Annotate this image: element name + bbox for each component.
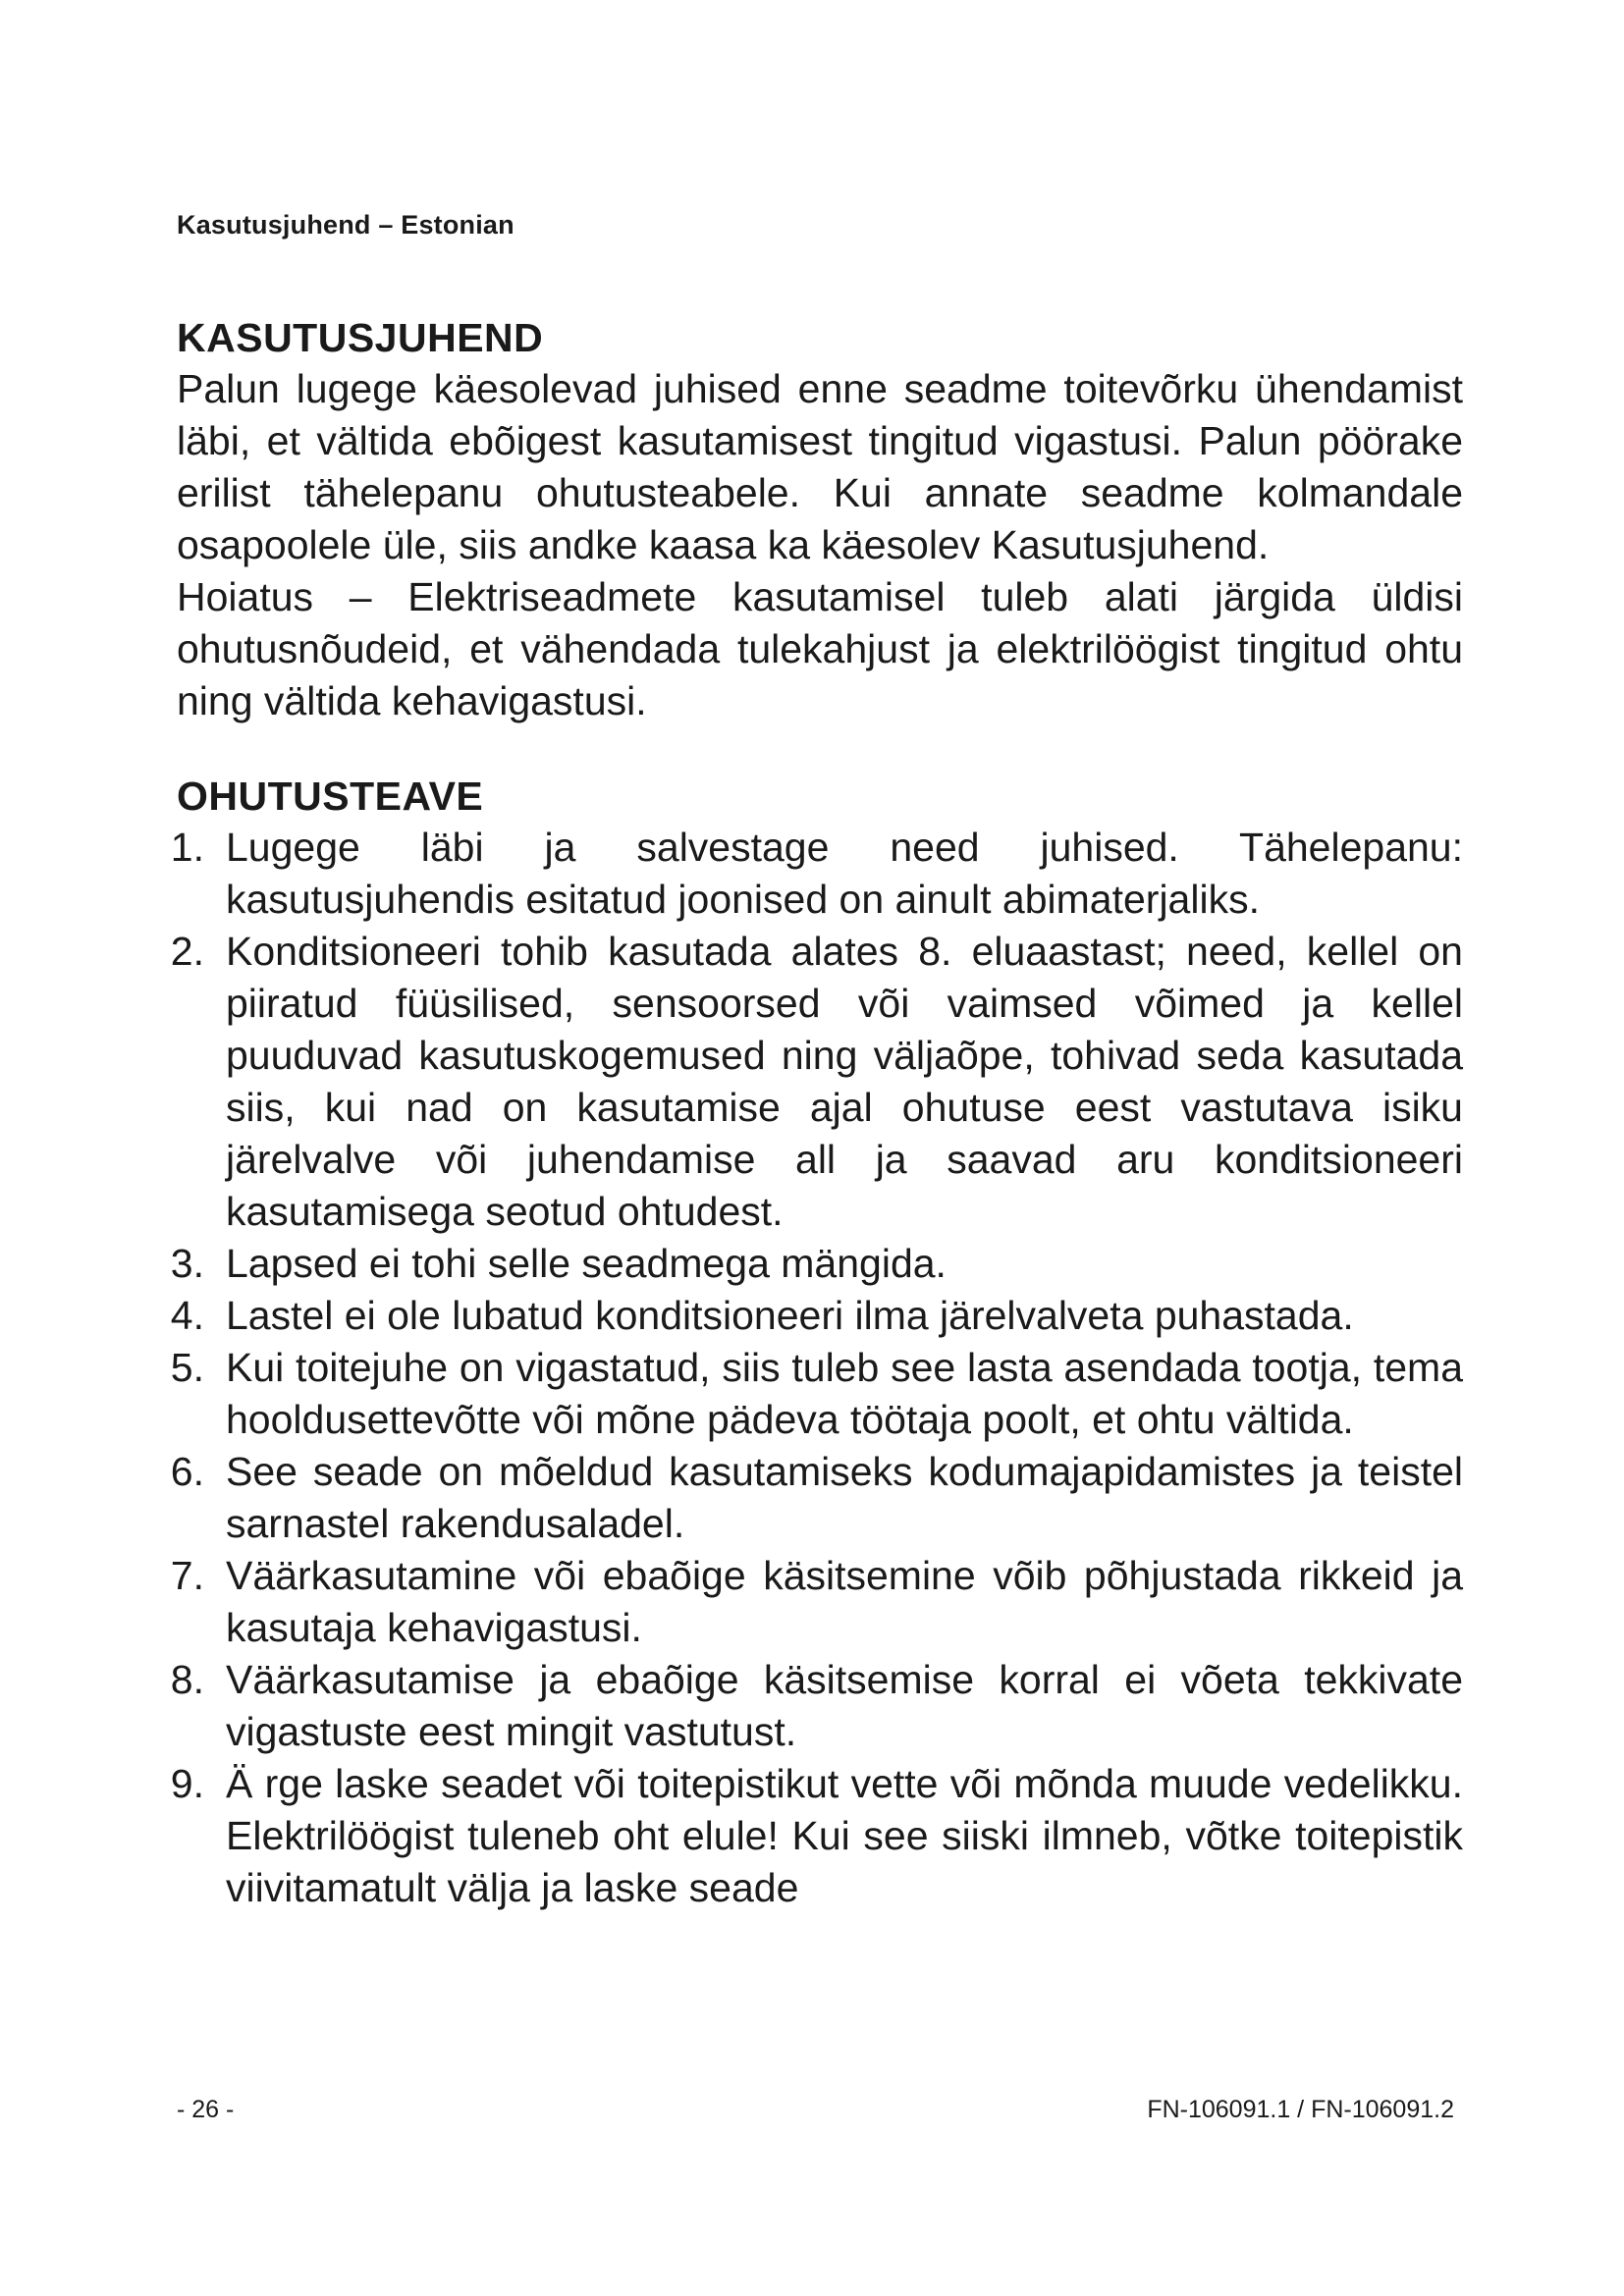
list-item (170, 1342, 1463, 1446)
item-number: 5. (170, 1345, 204, 1390)
item-number: 7. (170, 1553, 204, 1598)
document-body (170, 312, 1463, 1914)
intro-heading: KASUTUSJUHEND (177, 315, 544, 360)
item-text: Väärkasutamine või ebaõige käsitsemine võib põhjustada rikkeid ja kasutaja kehavigastusi. (226, 1553, 1463, 1650)
model-code: FN-106091.1 / FN-106091.2 (1147, 2096, 1454, 2123)
list-item (170, 926, 1463, 1238)
item-text: Lastel ei ole lubatud konditsioneeri ilma järelvalveta puhastada. (226, 1293, 1354, 1338)
item-text: Lapsed ei tohi selle seadmega mängida. (226, 1241, 947, 1286)
page-header-title: Kasutusjuhend – Estonian (177, 210, 514, 240)
item-text: Väärkasutamise ja ebaõige käsitsemise korral ei võeta tekkivate vigastuste eest mingit vastutust. (226, 1657, 1463, 1754)
item-text: See seade on mõeldud kasutamiseks kodumajapidamistes ja teistel sarnastel rakendusaladel. (226, 1449, 1463, 1546)
intro-paragraph: Palun lugege käesolevad juhised enne seadme toitevõrku ühendamist läbi, et vältida ebõigest kasutamisest tingitud vigastusi. Palun pöörake erilist tähelepanu ohutusteabele. Kui annate seadme kolmandale osapoolele üle, siis andke kaasa ka käesolev Kasutusjuhend. (177, 366, 1463, 567)
list-item (170, 1238, 1463, 1290)
item-number: 6. (170, 1449, 204, 1494)
item-text: Ä rge laske seadet või toitepistikut vette või mõnda muude vedelikku. Elektrilöögist tuleneb oht elule! Kui see siiski ilmneb, võtke toitepistik viivitamatult välja ja laske seade (226, 1761, 1463, 1910)
item-number: 8. (170, 1657, 204, 1702)
item-number: 2. (170, 929, 204, 974)
section-spacer (177, 727, 1463, 771)
list-item (170, 1290, 1463, 1342)
item-text: Konditsioneeri tohib kasutada alates 8. eluaastast; need, kellel on piiratud füüsilised, sensoorsed või vaimsed võimed ja kellel puuduvad kasutuskogemused ning väljaõpe, tohivad seda kasutada siis, kui nad on kasutamise ajal ohutuse eest vastutava isiku järelvalve või juhendamise all ja saavad aru konditsioneeri kasutamisega seotud ohtudest. (226, 929, 1463, 1234)
item-number: 9. (170, 1761, 204, 1806)
warning-paragraph: Hoiatus – Elektriseadmete kasutamisel tuleb alati järgida üldisi ohutusnõudeid, et vähendada tulekahjust ja elektrilöögist tingitud ohtu ning vältida kehavigastusi. (177, 574, 1463, 723)
safety-list (170, 822, 1463, 1914)
item-text: Lugege läbi ja salvestage need juhised. Tähelepanu: kasutusjuhendis esitatud joonised on ainult abimaterjaliks. (226, 825, 1463, 922)
item-number: 1. (170, 825, 204, 870)
list-item (170, 1550, 1463, 1654)
item-text: Kui toitejuhe on vigastatud, siis tuleb see lasta asendada tootja, tema hooldusettevõtte või mõne pädeva töötaja poolt, et ohtu vältida. (226, 1345, 1463, 1442)
list-item (170, 1654, 1463, 1758)
item-number: 3. (170, 1241, 204, 1286)
safety-heading: OHUTUSTEAVE (177, 774, 484, 819)
page-number: - 26 - (177, 2096, 235, 2123)
list-item (170, 1758, 1463, 1914)
list-item (170, 1446, 1463, 1550)
item-number: 4. (170, 1293, 204, 1338)
list-item (170, 822, 1463, 926)
